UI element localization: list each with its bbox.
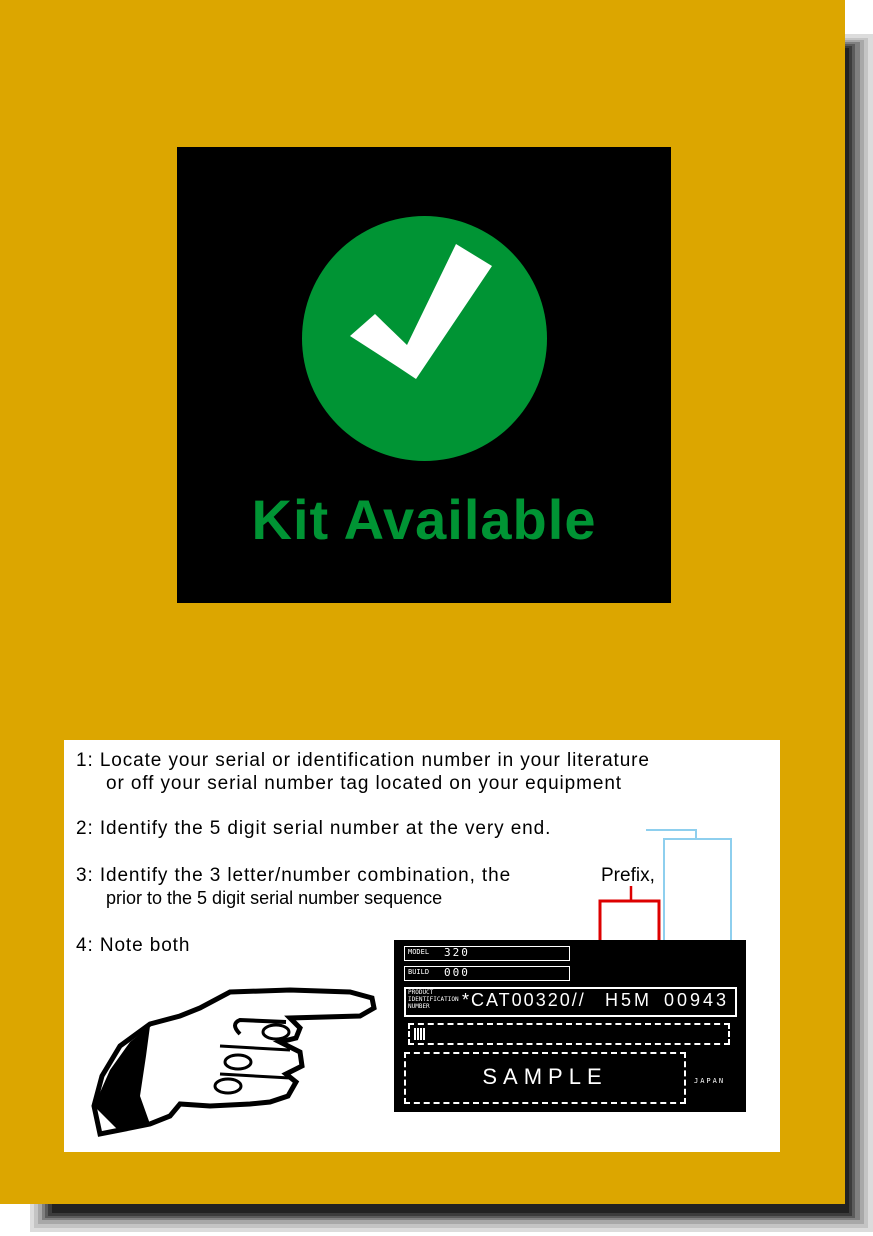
step-1-line-2: or off your serial number tag located on your equipment (106, 773, 622, 794)
step-3-line-2: prior to the 5 digit serial number sequence (106, 888, 443, 908)
check-circle-icon (302, 216, 547, 461)
sample-text: SAMPLE (482, 1064, 608, 1089)
build-label: BUILD (408, 968, 430, 976)
barcode-icon (414, 1028, 426, 1040)
kit-available-title: Kit Available (251, 488, 597, 551)
pin-label-line-1: PRODUCT (408, 989, 434, 996)
serial-value: 00943 (664, 990, 730, 1010)
pin-label (408, 989, 459, 1010)
step-2: 2: Identify the 5 digit serial number at the very end. (76, 818, 552, 839)
country-label: JAPAN (694, 1077, 726, 1085)
step-1-line-1: 1: Locate your serial or identification number in your literature (76, 750, 650, 771)
pointing-hand-icon (90, 986, 380, 1142)
prefix-value: H5M (605, 990, 653, 1010)
pin-value: *CAT00320// (462, 990, 586, 1010)
pin-label-line-2: IDENTIFICATION (408, 996, 459, 1003)
prefix-label: Prefix, (601, 865, 655, 886)
step-3-line-1: 3: Identify the 3 letter/number combination, the (76, 865, 512, 886)
build-value: 000 (444, 966, 470, 979)
serial-number-plate (394, 940, 746, 1112)
step-4: 4: Note both (76, 935, 191, 956)
pin-label-line-3: NUMBER (408, 1003, 430, 1010)
barcode-field (408, 1023, 730, 1045)
model-label: MODEL (408, 948, 430, 956)
model-value: 320 (444, 946, 470, 959)
